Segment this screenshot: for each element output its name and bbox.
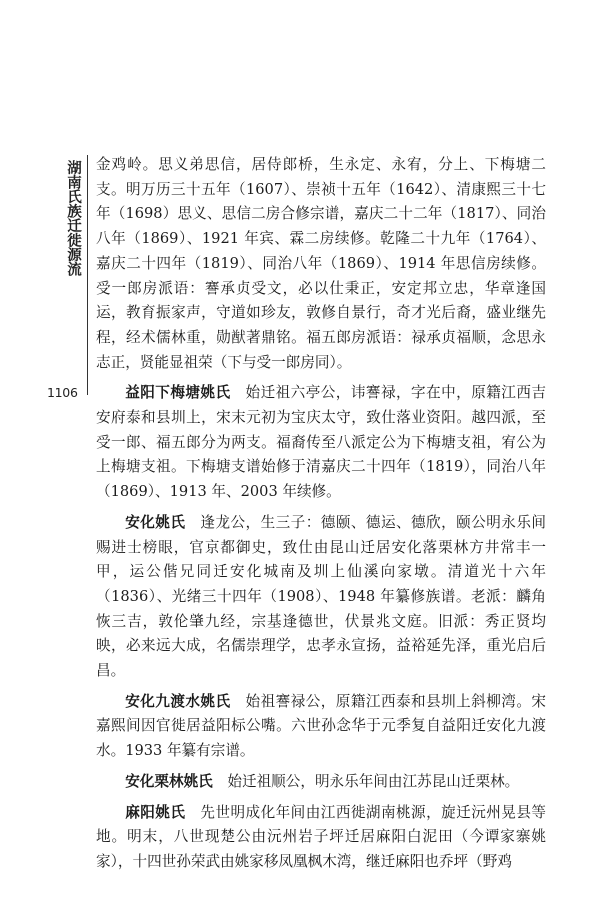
paragraph	[96, 511, 546, 684]
paragraph	[96, 153, 546, 375]
paragraph-text: 金鸡岭。思义弟思信，居侍郎桥，生永定、永宥，分上、下梅塘二支。明万历三十五年（1607）、崇祯十五年（1642）、清康熙三十七年（1698）思义、思信二房合修宗谱，嘉庆二十二年（1817）、同治八年（1869）、1921 年宾、霖二房续修。乾隆二十九年（1764）、嘉庆二十四年（1819）、同治八年（1869）、1914 年思信房续修。受一郎房派语：謇承贞受文，必以仕秉正，安定邦立忠，华章逢国运，教育振家声，守道如珍友，敦修自景行，奇才光后裔，盛业继先程，经术儒林重，勋猷著鼎铭。福五郎房派语：禄承贞福顺，念思永志正，贤能显祖荣（下与受一郎房同）。	[96, 156, 546, 371]
paragraph-text: 始迁祖顺公，明永乐年间由江苏昆山迁栗林。	[227, 772, 520, 790]
paragraph	[96, 690, 546, 764]
margin-rule	[87, 155, 88, 395]
paragraph-text: 始祖謇禄公，原籍江西泰和县圳上斜柳湾。宋嘉熙间因官徙居益阳标公嘴。六世孙念华于元季复自益阳迁安化九渡水。1933 年纂有宗谱。	[96, 692, 546, 760]
section-heading: 益阳下梅塘姚氏	[125, 384, 231, 402]
paragraph-text: 先世明成化年间由江西徙湖南桃源，旋迁沅州晃县等地。明末，八世现楚公由沅州岩子坪迁居麻阳白泥田（今谭家寨姚家），十四世孙荣武由姚家移凤凰枫木湾，继迁麻阳也乔坪（野鸡	[96, 803, 546, 870]
section-heading: 安化姚氏	[125, 513, 186, 531]
section-heading: 安化九渡水姚氏	[125, 692, 231, 710]
body-text	[96, 153, 546, 875]
page-number: 1106	[47, 385, 78, 400]
paragraph	[96, 381, 546, 505]
section-heading: 麻阳姚氏	[125, 803, 186, 821]
paragraph	[96, 770, 546, 795]
paragraph-text: 始迁祖六亭公，讳謇禄，字在中，原籍江西吉安府泰和县圳上，宋末元初为宝庆太守，致仕落业资阳。越四派，至受一郎、福五郎分为两支。福裔传至八派定公为下梅塘支祖，宥公为上梅塘支祖。下梅塘支谱始修于清嘉庆二十四年（1819），同治八年（1869）、1913 年、2003 年续修。	[96, 384, 546, 501]
running-title: 湖南氏族迁徙源流	[65, 160, 81, 276]
paragraph-text: 逢龙公，生三子：德颐、德运、德欣，颐公明永乐间赐进士榜眼，官京都御史，致仕由昆山迁居安化落栗林方井常丰一甲，运公偕兄同迁安化城南及圳上仙溪向家墩。清道光十六年（1836）、光绪三十四年（1908）、1948 年纂修族谱。老派：麟角恢三吉，敦伦肇九经，宗基逢德世，伏景兆文庭。旧派：秀正贤均映，必来远大成，名儒崇理学，忠孝永宣扬，益裕延先泽，重光启后昌。	[96, 513, 546, 680]
section-heading: 安化栗林姚氏	[125, 772, 213, 790]
paragraph	[96, 801, 546, 875]
